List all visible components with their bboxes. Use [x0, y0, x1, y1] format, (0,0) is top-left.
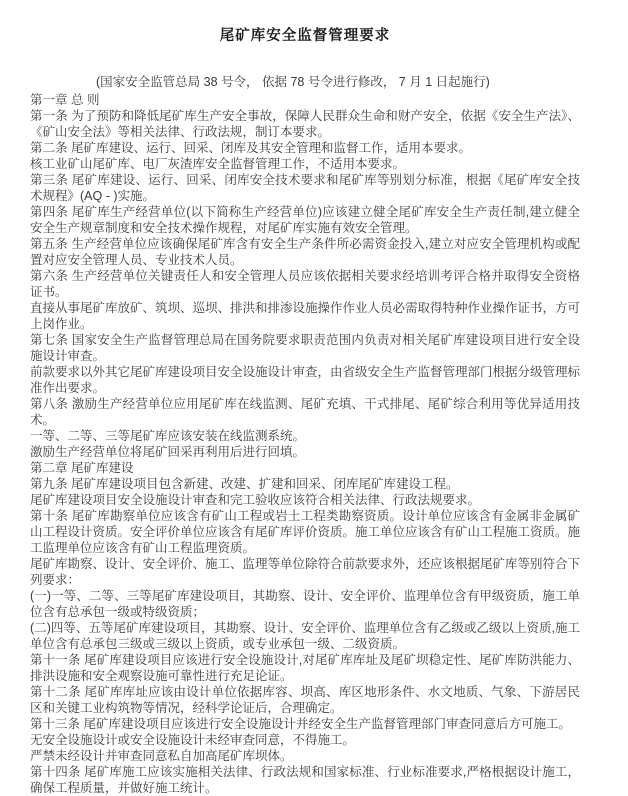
- document-body: [30, 92, 580, 796]
- article-paragraph: 第十四条 尾矿库施工应该实施相关法律、行政法规和国家标准、行业标准要求,严格根据设计施工，确保工程质量，并做好施工统计。: [30, 765, 580, 795]
- article-paragraph: 第七条 国家安全生产监督管理总局在国务院要求职责范围内负责对相关尾矿库建设项目进行安全设施设计审查。: [30, 333, 580, 363]
- article-paragraph: 第二条 尾矿库建设、运行、回采、闭库及其安全管理和监督工作，适用本要求。: [30, 141, 471, 155]
- paragraph: 直接从事尾矿库放矿、筑坝、巡坝、排洪和排渗设施操作作业人员必需取得特种作业操作证书，方可上岗作业。: [30, 301, 581, 331]
- paragraph: 尾矿库勘察、设计、安全评价、施工、监理等单位除符合前款要求外，还应该根据尾矿库等别符合下列要求：: [30, 557, 581, 587]
- chapter-heading: 第二章 尾矿库建设: [30, 461, 134, 475]
- article-paragraph: 第八条 激励生产经营单位应用尾矿库在线监测、尾矿充填、干式排尾、尾矿综合利用等优异适用技术。: [30, 397, 580, 427]
- paragraph: 核工业矿山尾矿库、电厂灰渣库安全监督管理工作，不适用本要求。: [30, 157, 406, 171]
- article-paragraph: 第四条 尾矿库生产经营单位(以下简称生产经营单位)应该建立健全尾矿库安全生产责任制,建立健全安全生产规章制度和安全技术操作规程，对尾矿库实施有效安全管理。: [30, 205, 580, 235]
- list-item-paragraph: (二)四等、五等尾矿库建设项目，其勘察、设计、安全评价、监理单位含有乙级或乙级以上资质,施工单位含有总承包三级或三级以上资质，或专业承包一级、二级资质。: [30, 621, 580, 651]
- article-paragraph: 第十一条 尾矿库建设项目应该进行安全设施设计,对尾矿库库址及尾矿坝稳定性、尾矿库防洪能力、排洪设施和安全观察设施可靠性进行充足论证。: [30, 653, 580, 683]
- paragraph: 严禁未经设计并审查同意私自加高尾矿库坝体。: [30, 749, 293, 763]
- paragraph: 前款要求以外其它尾矿库建设项目安全设施设计审查，由省级安全生产监督管理部门根据分级管理标准作出要求。: [30, 365, 581, 395]
- paragraph: 无安全设施设计或安全设施设计未经审查同意，不得施工。: [30, 733, 356, 747]
- article-paragraph: 第五条 生产经营单位应该确保尾矿库含有安全生产条件所必需资金投入,建立对应安全管理机构或配置对应安全管理人员、专业技术人员。: [30, 237, 580, 267]
- article-paragraph: 第十三条 尾矿库建设项目应该进行安全设施设计并经安全生产监督管理部门审查同意后方可施工。: [30, 717, 571, 731]
- article-paragraph: 第六条 生产经营单位关键责任人和安全管理人员应该依据相关要求经培训考评合格并取得安全资格证书。: [30, 269, 580, 299]
- article-paragraph: 第十条 尾矿库勘察单位应该含有矿山工程或岩土工程类勘察资质。设计单位应该含有金属非金属矿山工程设计资质。安全评价单位应该含有尾矿库评价资质。施工单位应该含有矿山工程施工资质。施工监理单位应该含有矿山工程监理资质。: [30, 509, 581, 555]
- document-title: 尾矿库安全监督管理要求: [219, 28, 391, 44]
- article-paragraph: 第一条 为了预防和降低尾矿库生产安全事故，保障人民群众生命和财产安全，依据《安全生产法》、《矿山安全法》等相关法律、行政法规，制订本要求。: [30, 109, 580, 139]
- paragraph: 一等、二等、三等尾矿库应该安装在线监测系统。: [30, 429, 306, 443]
- paragraph: 尾矿库建设项目安全设施设计审查和完工验收应该符合相关法律、行政法规要求。: [30, 493, 481, 507]
- paragraph: 激励生产经营单位将尾矿回采再利用后进行回填。: [30, 445, 306, 459]
- article-paragraph: 第三条 尾矿库建设、运行、回采、闭库安全技术要求和尾矿库等别划分标准，根据《尾矿库安全技术规程》(AQ - )实施。: [30, 173, 580, 203]
- document-subtitle: (国家安全监管总局 38 号令， 依据 78 号令进行修改， 7 月 1 日起施行): [96, 75, 490, 89]
- article-paragraph: 第十二条 尾矿库库址应该由设计单位依据库容、坝高、库区地形条件、水文地质、气象、下游居民区和关键工业构筑物等情况，经科学论证后，合理确定。: [30, 685, 580, 715]
- chapter-heading: 第一章 总 则: [30, 93, 100, 107]
- article-paragraph: 第九条 尾矿库建设项目包含新建、改建、扩建和回采、闭库尾矿库建设工程。: [30, 477, 459, 491]
- list-item-paragraph: (一)一等、二等、三等尾矿库建设项目，其勘察、设计、安全评价、监理单位含有甲级资质，施工单位含有总承包一级或特级资质；: [30, 589, 580, 619]
